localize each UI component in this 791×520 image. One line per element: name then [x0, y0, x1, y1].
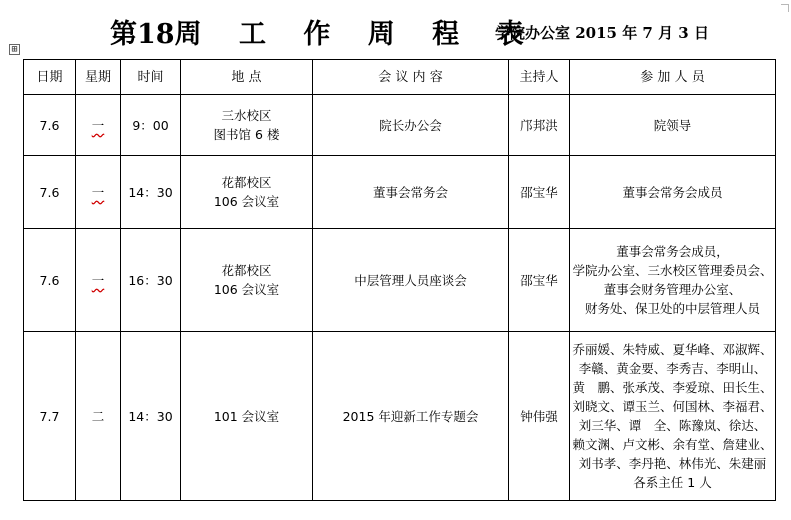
table-move-handle-icon[interactable]: ⊞ [9, 44, 20, 55]
cell-weekday [76, 95, 121, 156]
cell-attendees: 董事会常务会成员， 学院办公室、三水校区管理委员会、 董事会财务管理办公室、 财务处、保卫处的中层管理人员 [570, 229, 776, 332]
header-weekday: 星期 [76, 60, 121, 95]
page-corner-marker [781, 4, 789, 12]
cell-meeting: 中层管理人员座谈会 [313, 229, 509, 332]
document-subtitle: 学院办公室 2015 年 7 月 3 日 [495, 24, 709, 42]
cell-location: 花都校区 106 会议室 [181, 156, 313, 229]
cell-attendees: 院领导 [570, 95, 776, 156]
cell-weekday [76, 156, 121, 229]
cell-time: 14：30 [121, 156, 181, 229]
header-location: 地 点 [181, 60, 313, 95]
cell-host: 邝邦洪 [509, 95, 570, 156]
weekday-text: 一 [91, 184, 105, 200]
cell-location: 101 会议室 [181, 332, 313, 501]
page-title [110, 12, 538, 51]
header-host: 主持人 [509, 60, 570, 95]
header-attendees: 参 加 人 员 [570, 60, 776, 95]
cell-weekday: 二 [76, 332, 121, 501]
cell-date: 7.7 [24, 332, 76, 501]
weekday-text: 一 [91, 117, 105, 133]
cell-date: 7.6 [24, 156, 76, 229]
cell-weekday [76, 229, 121, 332]
cell-attendees: 董事会常务会成员 [570, 156, 776, 229]
cell-location: 三水校区 图书馆 6 楼 [181, 95, 313, 156]
table-row [24, 332, 776, 501]
cell-location: 花都校区 106 会议室 [181, 229, 313, 332]
header-meeting: 会 议 内 容 [313, 60, 509, 95]
title-number: 18 [137, 19, 175, 50]
title-rest: 周 工 作 周 程 表 [174, 19, 538, 50]
cell-host: 钟伟强 [509, 332, 570, 501]
header-date: 日期 [24, 60, 76, 95]
table-row [24, 95, 776, 156]
title-prefix: 第 [110, 19, 137, 50]
header-time: 时间 [121, 60, 181, 95]
cell-meeting: 董事会常务会 [313, 156, 509, 229]
cell-time: 16：30 [121, 229, 181, 332]
cell-time: 9：00 [121, 95, 181, 156]
cell-date: 7.6 [24, 229, 76, 332]
table-header-row [24, 60, 776, 95]
cell-attendees: 乔丽媛、朱特威、夏华峰、邓淑辉、 李赣、黄金要、李秀吉、李明山、 黄 鹏、张承茂、李爱琼、田长生、 刘晓文、谭玉兰、何国林、李福君、 刘三华、谭 全、陈豫岚、徐达、 赖文渊、卢文彬、余有堂、詹建业、 刘书孝、李丹艳、林伟光、朱建丽 各系主任 1 人 [570, 332, 776, 501]
schedule-table [23, 59, 776, 501]
cell-meeting: 2015 年迎新工作专题会 [313, 332, 509, 501]
cell-meeting: 院长办公会 [313, 95, 509, 156]
cell-host: 邵宝华 [509, 229, 570, 332]
cell-host: 邵宝华 [509, 156, 570, 229]
table-row [24, 156, 776, 229]
cell-time: 14：30 [121, 332, 181, 501]
cell-date: 7.6 [24, 95, 76, 156]
table-row [24, 229, 776, 332]
weekday-text: 一 [91, 272, 105, 288]
